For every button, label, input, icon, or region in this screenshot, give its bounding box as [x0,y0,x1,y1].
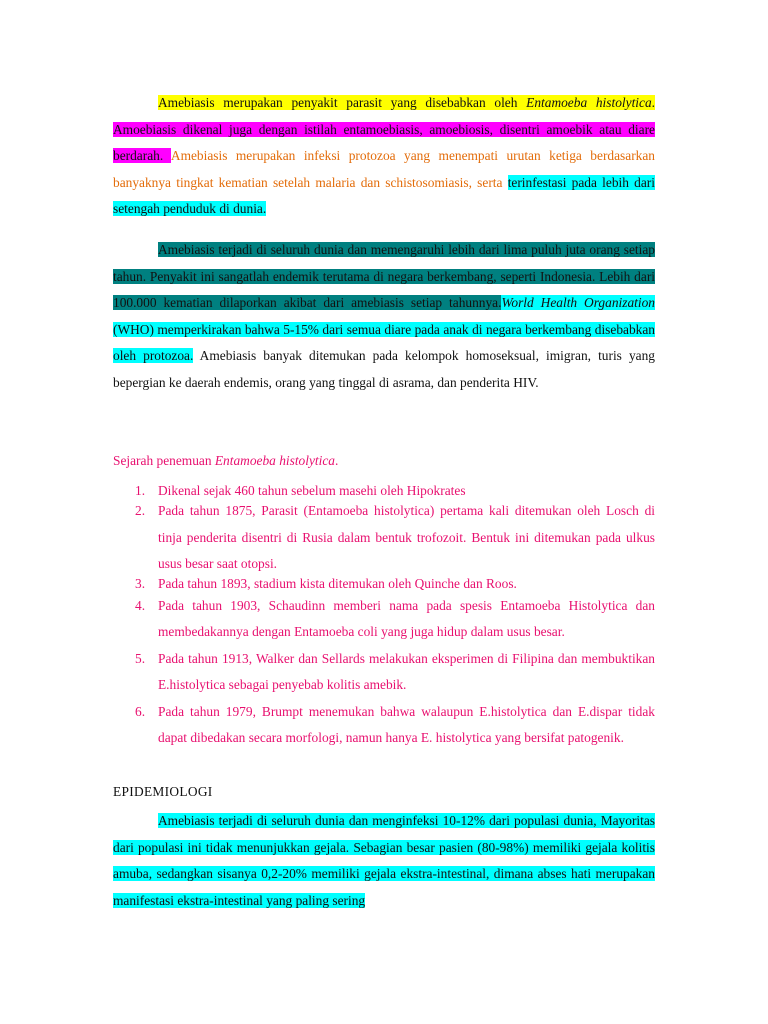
epidemiology-heading: EPIDEMIOLOGI [113,784,213,799]
epidemiology-sentence-1: Amebiasis terjadi di seluruh dunia dan menginfeksi 10-12% dari populasi dunia, Mayoritas dari populasi ini tidak menunjukkan gejala. [113,813,655,855]
risk-groups-sentence: Amebiasis banyak ditemukan pada kelompok homoseksual, imigran, turis yang bepergian ke daerah endemis, orang yang tinggal di asrama, dan penderita HIV. [113,348,655,390]
orange-sentence: Amebiasis merupakan infeksi protozoa yang menempati urutan ketiga berdasarkan banyaknya tingkat kematian setelah malaria dan schistosomiasis, serta [113,148,655,190]
highlight-yellow-sentence: Amebiasis merupakan penyakit parasit yang disebabkan oleh Entamoeba histolytica. [158,95,656,110]
history-title: Sejarah penemuan Entamoeba histolytica. [113,453,339,468]
highlight-cyan-sentence: terinfestasi pada lebih dari setengah penduduk di dunia. [113,174,655,216]
list-item: 3. Pada tahun 1893, stadium kista ditemukan oleh Quinche dan Roos. [135,575,517,591]
list-item: 6. Pada tahun 1979, Brumpt menemukan bahwa walaupun E.histolytica dan E.dispar tidak dapat dibedakan secara morfologi, namun hanya E. histolytica yang bersifat patogenik. [135,703,655,745]
history-list [113,481,655,752]
list-item: 4. Pada tahun 1903, Schaudinn memberi nama pada spesis Entamoeba Histolytica dan membedakannya dengan Entamoeba coli yang juga hidup dalam usus besar. [135,597,655,639]
list-item: 1. Dikenal sejak 460 tahun sebelum masehi oleh Hipokrates [135,483,466,498]
epidemiology-sentence-2: Sebagian besar pasien (80-98%) memiliki gejala kolitis amuba, sedangkan sisanya 0,2-20% memiliki gejala ekstra-intestinal, dimana abses hati merupakan manifestasi ekstra-intestinal yang paling sering [113,839,655,908]
highlight-teal-sentence: Amebiasis terjadi di seluruh dunia dan memengaruhi lebih dari lima puluh juta orang setiap tahun. Penyakit ini sangatlah endemik terutama di negara berkembang, seperti Indonesia. Lebih dari 100.000 kematian dilaporkan akibat dari amebiasis setiap tahunnya. [113,242,655,310]
who-sentence: World Health Organization (WHO) memperkirakan bahwa 5-15% dari semua diare pada anak di negara berkembang disebabkan oleh protozoa. [113,295,655,363]
list-item: 5. Pada tahun 1913, Walker dan Sellards melakukan eksperimen di Filipina dan membuktikan E.histolytica sebagai penyebab kolitis amebik. [135,650,655,692]
prevalence-paragraph [113,237,655,396]
epidemiology-paragraph [113,808,655,914]
list-item: 2. Pada tahun 1875, Parasit (Entamoeba histolytica) pertama kali ditemukan oleh Losch di tinja penderita disentri di Rusia dalam bentuk trofozoit. Bentuk ini ditemukan pada ulkus usus besar saat otopsi. [135,503,655,571]
highlight-magenta-sentence: Amoebiasis dikenal juga dengan istilah entamoebiasis, amoebiosis, disentri amoebik atau diare berdarah. [113,121,655,163]
intro-paragraph [113,90,655,223]
